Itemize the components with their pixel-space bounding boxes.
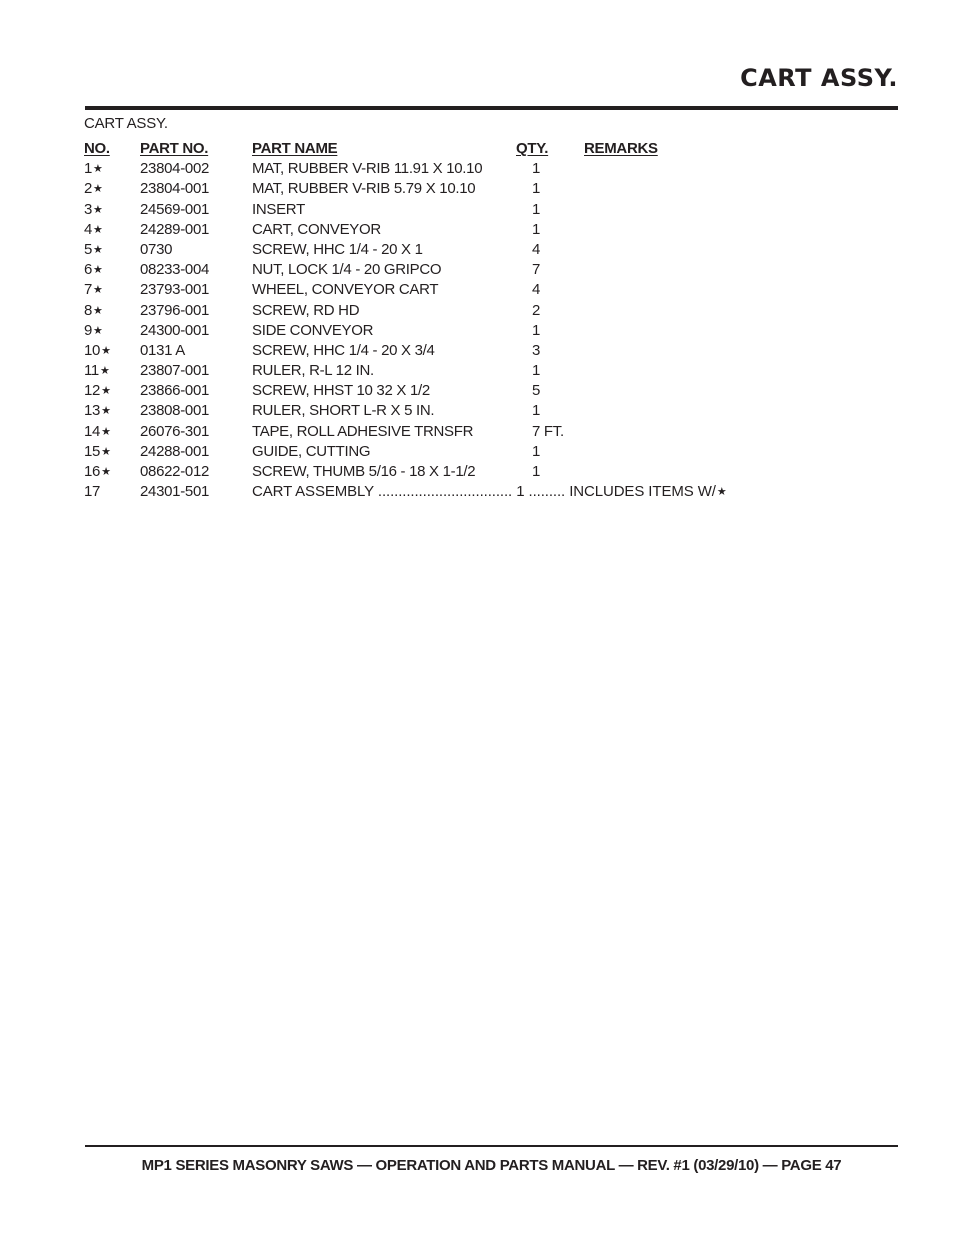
footer-text: MP1 SERIES MASONRY SAWS — OPERATION AND PARTS MANUAL — REV. #1 (03/29/10) — PAGE 47: [141, 1157, 842, 1174]
row-remarks: ......... INCLUDES ITEMS W/: [528, 483, 716, 501]
row-part-name: SIDE CONVEYOR: [252, 321, 374, 339]
row-no: [84, 321, 103, 341]
row-part-no: 08622-012: [140, 463, 210, 480]
star-icon: ★: [93, 263, 103, 277]
row-no: [84, 260, 103, 280]
table-row: [84, 200, 784, 220]
table-row: [84, 462, 784, 482]
star-icon: ★: [93, 323, 103, 337]
row-part-name: SCREW, HHC 1/4 - 20 X 1: [252, 240, 423, 258]
column-header-remarks: REMARKS: [584, 140, 658, 157]
row-no: [84, 220, 103, 240]
row-qty: 1: [532, 220, 541, 238]
row-qty: 1: [532, 160, 541, 178]
star-icon: ★: [93, 202, 103, 216]
star-icon: ★: [93, 222, 103, 236]
star-icon: ★: [93, 303, 103, 317]
row-part-no: 24289-001: [140, 220, 210, 238]
row-part-name: SCREW, HHC 1/4 - 20 X 3/4: [252, 341, 435, 359]
table-row: [84, 381, 784, 401]
star-icon: ★: [93, 242, 103, 256]
row-part-name: RULER, SHORT L-R X 5 IN.: [252, 402, 435, 420]
row-qty: 4: [532, 281, 541, 299]
parts-table: [84, 139, 784, 502]
star-icon: ★: [101, 444, 111, 458]
row-part-name: RULER, R-L 12 IN.: [252, 362, 374, 380]
row-no-text: 1: [84, 160, 93, 178]
row-part-no: 24300-001: [140, 321, 210, 339]
row-part-no: 24288-001: [140, 442, 210, 460]
row-part-no: 26076-301: [140, 422, 210, 440]
row-no-text: 3: [84, 200, 93, 218]
section-label: CART ASSY.: [84, 115, 168, 132]
table-row: [84, 220, 784, 240]
row-qty: 2: [532, 301, 541, 319]
star-icon: ★: [101, 424, 111, 438]
table-row: [84, 301, 784, 321]
row-qty: 1: [532, 463, 541, 480]
row-part-no: 24569-001: [140, 200, 210, 218]
row-qty: 1: [532, 362, 541, 380]
page-footer: [85, 1145, 898, 1174]
table-row: [84, 159, 784, 179]
star-icon: ★: [93, 162, 103, 176]
row-qty: 1: [532, 442, 541, 460]
row-part-name: GUIDE, CUTTING: [252, 442, 371, 460]
row-no-text: 11: [84, 362, 99, 380]
row-part-no: 23808-001: [140, 402, 210, 420]
column-header-qty: QTY.: [516, 140, 549, 157]
star-icon: ★: [99, 364, 110, 378]
page-header: [85, 62, 898, 110]
row-qty: 1: [532, 321, 541, 339]
star-icon: ★: [716, 485, 727, 499]
table-row: [84, 260, 784, 280]
row-no: [84, 341, 111, 361]
row-no: [84, 280, 103, 300]
row-part-name: WHEEL, CONVEYOR CART: [252, 281, 439, 299]
row-part-no: 24301-501: [140, 483, 210, 501]
row-no: 17: [84, 483, 101, 501]
row-no: [84, 422, 111, 442]
page-title: CART ASSY.: [740, 64, 898, 92]
row-no-text: 7: [84, 281, 93, 299]
row-part-no: 23807-001: [140, 362, 210, 380]
row-part-no: 23796-001: [140, 301, 210, 319]
table-row: [84, 179, 784, 199]
star-icon: ★: [93, 283, 103, 297]
row-no-text: 10: [84, 341, 101, 359]
row-no-text: 8: [84, 301, 93, 319]
row-no-text: 14: [84, 422, 101, 440]
table-row-assembly: [84, 482, 784, 502]
row-no-text: 4: [84, 220, 93, 238]
table-row: [84, 442, 784, 462]
row-qty: 7: [532, 261, 541, 279]
table-body: [84, 159, 784, 482]
table-row: [84, 401, 784, 421]
row-qty: 1: [532, 200, 541, 218]
row-qty: 1: [532, 402, 541, 420]
row-no-text: 5: [84, 240, 93, 258]
row-no: [84, 200, 103, 220]
row-no-text: 9: [84, 321, 93, 339]
row-part-name-text: CART ASSEMBLY .................................: [252, 483, 513, 501]
row-no: [84, 381, 111, 401]
row-no-text: 15: [84, 442, 101, 460]
star-icon: ★: [101, 384, 111, 398]
row-part-name: INSERT: [252, 200, 305, 218]
row-part-no: 23804-001: [140, 180, 210, 198]
row-no: [84, 361, 110, 381]
table-row: [84, 422, 784, 442]
row-no: [84, 179, 103, 199]
table-row: [84, 240, 784, 260]
table-row: [84, 321, 784, 341]
row-part-name: CART, CONVEYOR: [252, 220, 381, 238]
column-header-part-name: PART NAME: [252, 140, 338, 157]
row-part-no: 23793-001: [140, 281, 210, 299]
row-no-text: 13: [84, 402, 101, 420]
table-row: [84, 341, 784, 361]
column-header-no: NO.: [84, 140, 110, 157]
row-no: [84, 159, 103, 179]
row-part-name: [252, 482, 727, 502]
row-part-no: 0131 A: [140, 341, 185, 359]
column-header-part-no: PART NO.: [140, 140, 209, 157]
row-no: [84, 462, 111, 482]
row-no-text: 6: [84, 261, 93, 279]
table-header-row: [84, 139, 784, 159]
row-part-name: SCREW, RD HD: [252, 301, 360, 319]
row-part-name: MAT, RUBBER V-RIB 5.79 X 10.10: [252, 180, 476, 198]
star-icon: ★: [101, 343, 111, 357]
row-qty: 3: [532, 341, 541, 359]
row-part-no: 08233-004: [140, 261, 210, 279]
row-part-no: 23866-001: [140, 382, 210, 400]
row-part-no: 0730: [140, 240, 173, 258]
row-part-name: MAT, RUBBER V-RIB 11.91 X 10.10: [252, 160, 483, 178]
row-part-name: NUT, LOCK 1/4 - 20 GRIPCO: [252, 261, 442, 279]
row-part-no: 23804-002: [140, 160, 210, 178]
row-qty: 7 FT.: [532, 422, 564, 440]
row-no: [84, 301, 103, 321]
star-icon: ★: [101, 404, 111, 418]
star-icon: ★: [101, 465, 111, 478]
row-no: [84, 401, 111, 421]
row-qty: 5: [532, 382, 541, 400]
table-row: [84, 361, 784, 381]
table-row: [84, 280, 784, 300]
row-no: [84, 240, 103, 260]
row-no: [84, 442, 111, 462]
row-no-text: 16: [84, 463, 101, 480]
row-qty: 1: [516, 483, 525, 501]
row-no-text: 2: [84, 180, 93, 198]
star-icon: ★: [93, 182, 103, 196]
row-no-text: 12: [84, 382, 101, 400]
row-part-name: TAPE, ROLL ADHESIVE TRNSFR: [252, 422, 474, 440]
row-part-name: SCREW, THUMB 5/16 - 18 X 1-1/2: [252, 463, 476, 480]
row-qty: 1: [532, 180, 541, 198]
row-part-name: SCREW, HHST 10 32 X 1/2: [252, 382, 430, 400]
row-qty: 4: [532, 240, 541, 258]
